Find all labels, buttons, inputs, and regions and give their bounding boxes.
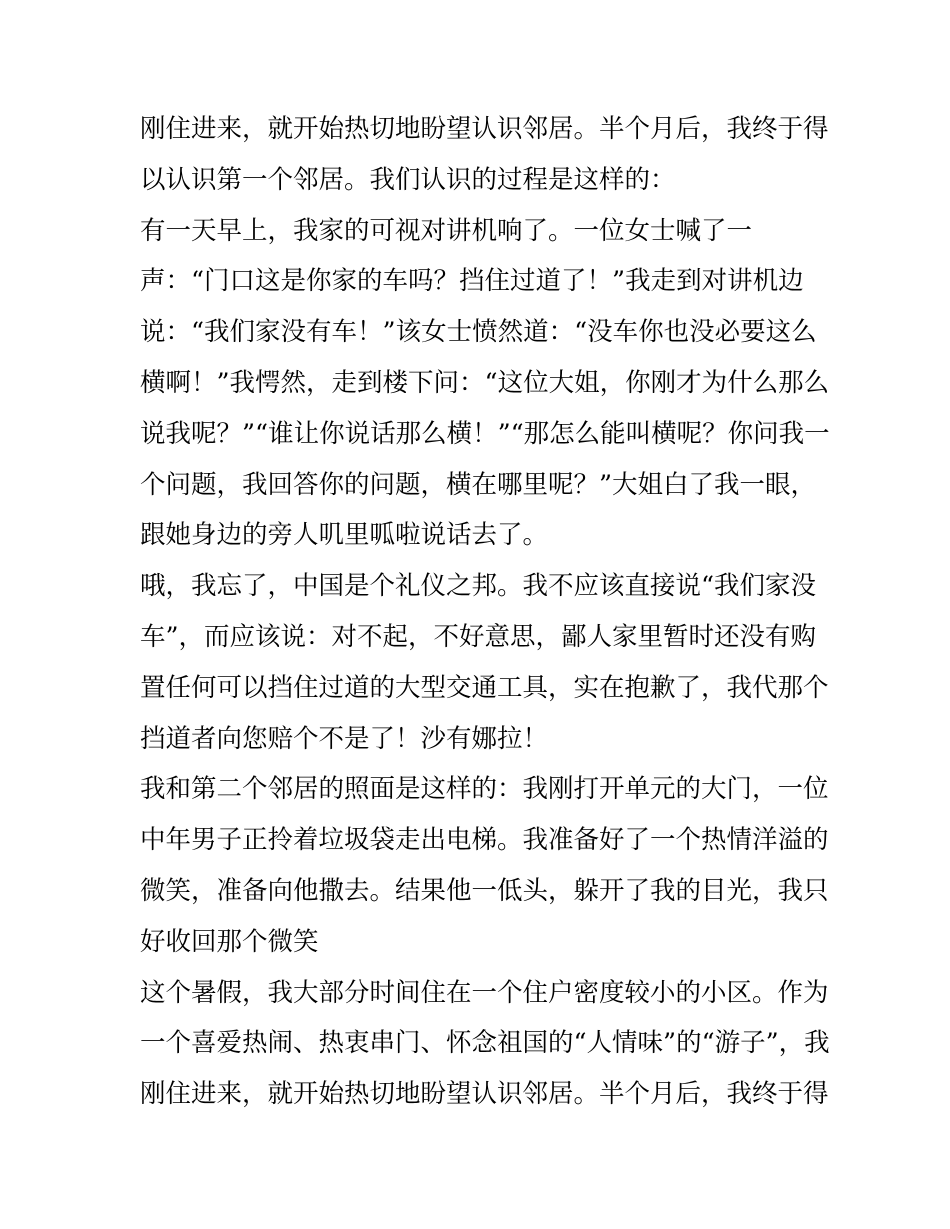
text-line-4: 声：“门口这是你家的车吗？挡住过道了！”我走到对讲机边	[140, 266, 804, 297]
text-line-9: 跟她身边的旁人叽里呱啦说话去了。	[140, 520, 549, 551]
text-line-16: 微笑，准备向他撒去。结果他一低头，躲开了我的目光，我只	[140, 875, 829, 906]
text-line-18: 这个暑假，我大部分时间住在一个住户密度较小的小区。作为	[140, 977, 829, 1008]
text-line-1: 刚住进来，就开始热切地盼望认识邻居。半个月后，我终于得	[140, 114, 829, 144]
text-line-10: 哦，我忘了，中国是个礼仪之邦。我不应该直接说“我们家没	[140, 571, 817, 602]
text-line-15: 中年男子正拎着垃圾袋走出电梯。我准备好了一个热情洋溢的	[140, 825, 829, 856]
text-line-11: 车”，而应该说：对不起，不好意思，鄙人家里暂时还没有购	[140, 621, 817, 652]
text-line-17: 好收回那个微笑	[140, 926, 319, 957]
text-line-7: 说我呢？”“谁让你说话那么横！”“那怎么能叫横呢？你问我一	[140, 418, 830, 449]
text-line-5: 说：“我们家没有车！”该女士愤然道：“没车你也没必要这么	[140, 317, 817, 348]
text-line-8: 个问题，我回答你的问题，横在哪里呢？”大姐白了我一眼，	[140, 469, 817, 500]
text-line-6: 横啊！”我愕然，走到楼下问：“这位大姐，你刚才为什么那么	[140, 367, 830, 398]
document-body	[140, 104, 830, 1120]
text-line-13: 挡道者向您赔个不是了！沙有娜拉！	[140, 723, 549, 754]
text-line-14: 我和第二个邻居的照面是这样的：我刚打开单元的大门，一位	[140, 774, 829, 805]
text-line-3: 有一天早上，我家的可视对讲机响了。一位女士喊了一	[140, 215, 753, 246]
text-line-2: 以认识第一个邻居。我们认识的过程是这样的：	[140, 164, 676, 195]
text-line-20: 刚住进来，就开始热切地盼望认识邻居。半个月后，我终于得	[140, 1079, 829, 1110]
text-line-19: 一个喜爱热闹、热衷串门、怀念祖国的“人情味”的“游子”，我	[140, 1028, 830, 1059]
text-line-12: 置任何可以挡住过道的大型交通工具，实在抱歉了，我代那个	[140, 672, 829, 703]
